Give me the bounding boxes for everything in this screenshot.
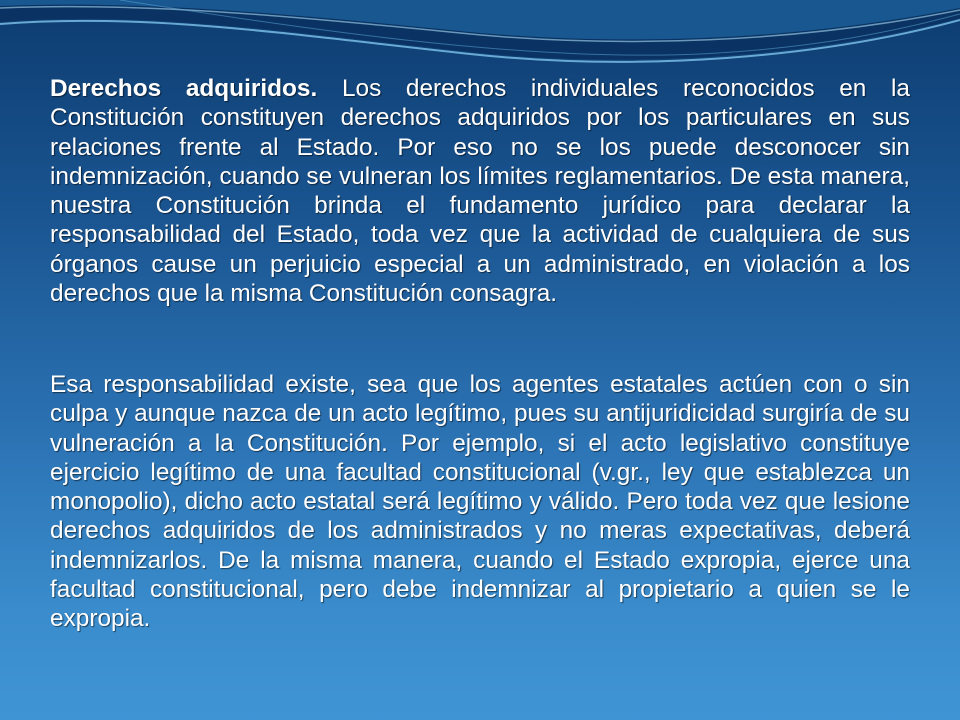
paragraph-1-bold-lead: Derechos adquiridos. <box>50 75 318 102</box>
paragraph-1-body: Los derechos individuales reconocidos en la Constitución constituyen derechos adquiridos por los particulares en sus relaciones frente al Estado. Por eso no se los puede desconocer sin indemnización, cuando se vulneran los límites reglamentarios. De esta manera, nuestra Constitución brinda el fundamento jurídico para declarar la responsabilidad del Estado, toda vez que la actividad de cualquiera de sus órganos cause un perjuicio especial a un administrado, en violación a los derechos que la misma Constitución consagra. <box>50 75 910 308</box>
paragraph-responsabilidad <box>50 370 910 634</box>
paragraph-derechos-adquiridos <box>50 74 910 308</box>
paragraph-2-body: Esa responsabilidad existe, sea que los agentes estatales actúen con o sin culpa y aunque nazca de un acto legítimo, pues su antijuridicidad surgiría de su vulneración a la Constitución. Por ejemplo, si el acto legislativo constituye ejercicio legítimo de una facultad constitucional (v.gr., ley que establezca un monopolio), dicho acto estatal será legítimo y válido. Pero toda vez que lesione derechos adquiridos de los administrados y no meras expectativas, deberá indemnizarlos. De la misma manera, cuando el Estado expropia, ejerce una facultad constitucional, pero debe indemnizar al propietario a quien se le expropia. <box>50 371 910 633</box>
